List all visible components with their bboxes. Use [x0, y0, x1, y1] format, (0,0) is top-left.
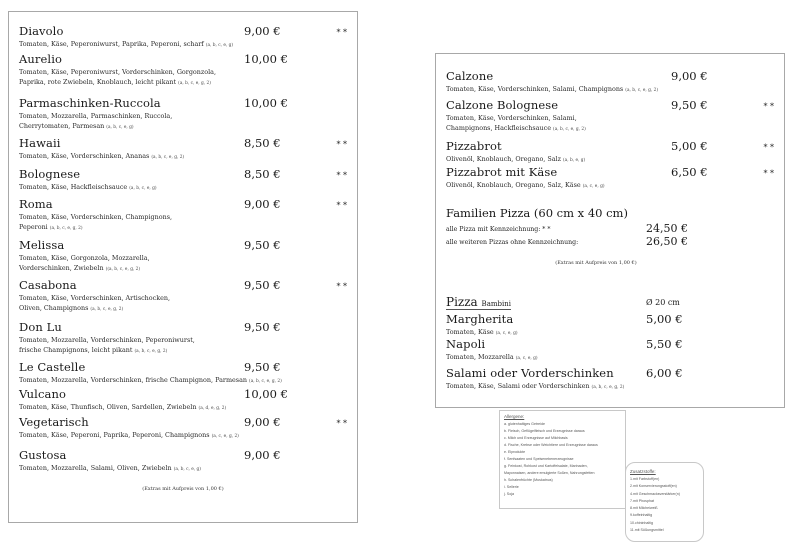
description-line: [19, 303, 329, 315]
ingredients-text: frische Champignons, leicht pikant: [19, 346, 133, 354]
ingredients-text: Tomaten, Käse, Vorderschinken, Salami, Champignons: [446, 85, 624, 93]
description-line: [19, 293, 329, 303]
description-line: [19, 121, 329, 133]
ingredients-text: Tomaten, Käse, Vorderschinken, Ananas: [19, 152, 150, 160]
menu-item-price: 9,00 €: [244, 24, 281, 38]
menu-item-price: 5,00 €: [671, 139, 708, 153]
description-line: [19, 222, 329, 234]
allergen-codes: (a, b, c, e, g, 2): [591, 385, 625, 390]
family-eligible-marker: * *: [763, 102, 774, 111]
menu-item-header: [19, 278, 347, 292]
menu-item-description: [19, 463, 329, 475]
menu-item-header: [19, 415, 347, 429]
menu-item-name: Gustosa: [19, 448, 67, 462]
menu-item-name: Pizzabrot: [446, 139, 502, 153]
menu-page-right: [435, 53, 785, 408]
menu-item-name: Melissa: [19, 238, 65, 252]
allergen-line: j. Soja: [504, 492, 514, 496]
description-line: [446, 381, 756, 393]
menu-item-name: Le Castelle: [19, 360, 86, 374]
menu-item: [446, 69, 774, 96]
description-line: [19, 212, 329, 222]
family-eligible-marker: * *: [336, 282, 347, 291]
menu-item-header: [19, 24, 347, 38]
menu-item-price: 10,00 €: [244, 52, 288, 66]
family-eligible-marker: * *: [763, 143, 774, 152]
allergen-codes: (a, b, e, g): [563, 158, 586, 163]
additive-line: 8.mit Milcheiweiß: [630, 506, 658, 511]
description-line: [446, 123, 756, 135]
menu-item-name: Aurelio: [19, 52, 62, 66]
description-line: [19, 263, 329, 275]
menu-item: [19, 320, 347, 357]
extras-note: (Extras mit Aufpreis von 1,00 €): [142, 486, 224, 492]
menu-item-price: 8,50 €: [244, 136, 281, 150]
description-line: [446, 352, 756, 364]
description-line: [19, 375, 329, 387]
ingredients-text: Tomaten, Käse, Salami oder Vorderschinken: [446, 382, 590, 390]
menu-item-price: 8,50 €: [244, 167, 281, 181]
menu-item-price: 5,00 €: [646, 312, 683, 326]
bambini-title-main: Pizza: [446, 295, 478, 309]
bambini-section-title: [446, 295, 511, 310]
menu-item-price: 9,00 €: [244, 197, 281, 211]
additive-line: 11.mit Süßungsmittel: [630, 528, 664, 533]
menu-item-header: [446, 165, 774, 179]
allergen-codes: (a, b, c, e, g, 2): [134, 349, 168, 354]
menu-item: [19, 167, 347, 194]
ingredients-text: Tomaten, Käse, Vorderschinken, Artischocken,: [19, 294, 171, 302]
ingredients-text: Champignons, Hackfleischsauce: [446, 124, 551, 132]
menu-item-price: 9,50 €: [671, 98, 708, 112]
ingredients-text: Olivenöl, Knoblauch, Oregano, Salz, Käse: [446, 181, 581, 189]
menu-item-price: 9,50 €: [244, 238, 281, 252]
ingredients-text: Vorderschinken, Zwiebeln: [19, 264, 104, 272]
family-pizza-option: alle weiteren Pizzas ohne Kennzeichnung:: [446, 239, 579, 246]
allergen-codes: (a, b, c, e, g): [173, 467, 201, 472]
allergen-line: i. Sellerie: [504, 485, 519, 489]
allergen-codes: (a, c, e, g): [495, 331, 518, 336]
menu-item-header: [19, 238, 347, 252]
menu-item: [19, 278, 347, 315]
menu-item-header: [19, 448, 347, 462]
ingredients-text: Tomaten, Käse, Thunfisch, Oliven, Sardellen, Zwiebeln: [19, 403, 197, 411]
description-line: [19, 39, 329, 51]
additive-line: 9.koffeinhaltig: [630, 513, 653, 518]
menu-item-header: [19, 320, 347, 334]
allergen-legend: [499, 410, 626, 509]
menu-item-header: [19, 96, 347, 110]
ingredients-text: Tomaten, Mozzarella, Salami, Oliven, Zwiebeln: [19, 464, 172, 472]
menu-item-name: Diavolo: [19, 24, 64, 38]
menu-item: [446, 366, 774, 393]
family-pizza-price: 26,50 €: [646, 235, 688, 248]
allergen-line: b. Fleisch, Geflügelfleisch und Erzeugnisse daraus: [504, 429, 585, 433]
menu-item-description: [19, 402, 329, 414]
menu-item-price: 9,00 €: [671, 69, 708, 83]
menu-item-description: [19, 182, 329, 194]
description-line: [19, 77, 329, 89]
menu-item: [19, 197, 347, 234]
menu-item-name: Margherita: [446, 312, 514, 326]
allergen-line: d. Fische, Krebse oder Weichtiere und Erzeugnisse daraus: [504, 443, 598, 447]
menu-item-price: 9,50 €: [244, 360, 281, 374]
additive-legend: [625, 462, 704, 542]
menu-item-header: [19, 197, 347, 211]
menu-item: [446, 337, 774, 364]
menu-item-price: 6,50 €: [671, 165, 708, 179]
menu-item: [446, 98, 774, 135]
family-pizza-title: Familien Pizza (60 cm x 40 cm): [446, 206, 628, 220]
description-line: [19, 402, 329, 414]
menu-item-price: 9,00 €: [244, 448, 281, 462]
menu-item-description: [19, 67, 329, 89]
allergen-codes: (a, b, c, e, g, 2): [178, 81, 211, 86]
additive-line: 1.mit Farbstoff(en): [630, 477, 660, 481]
allergen-codes: (a, b, c, e, g, 2): [249, 379, 282, 384]
menu-item-name: Salami oder Vorderschinken: [446, 366, 614, 380]
menu-item-price: 9,50 €: [244, 278, 281, 292]
menu-item: [19, 387, 347, 414]
allergen-codes: (a, b, c, e, g, 2): [90, 307, 124, 312]
description-line: [19, 335, 329, 345]
description-line: [446, 180, 756, 192]
menu-item-description: [19, 430, 329, 442]
menu-item-price: 5,50 €: [646, 337, 683, 351]
allergen-codes: (a, b, c, e, g, 2): [49, 226, 83, 231]
menu-item-header: [446, 139, 774, 153]
menu-item-description: [19, 111, 329, 133]
description-line: [19, 345, 329, 357]
additive-line: 10.chininhaltig: [630, 520, 653, 525]
description-line: [19, 151, 329, 163]
ingredients-text: Tomaten, Mozzarella, Parmaschinken, Ruccola,: [19, 112, 173, 120]
allergen-line: g. Feinkost, Rohkost und Kartoffelsalate, Marinaden,: [504, 464, 588, 468]
description-line: [19, 111, 329, 121]
allergen-codes: (a, b, c, e, g, 2): [151, 155, 185, 160]
menu-item-description: [19, 253, 329, 275]
allergen-line: c. Milch und Erzeugnisse auf Milchbasis: [504, 436, 568, 440]
allergen-line: Mayonnaisen, andere emulgierte Soßen, Nahrungsfetten: [504, 471, 595, 475]
ingredients-text: Tomaten, Mozzarella, Vorderschinken, Peperoniwurst,: [19, 336, 195, 344]
menu-item-description: [446, 381, 756, 393]
ingredients-text: Tomaten, Käse, Hackfleischsauce: [19, 183, 128, 191]
menu-item: [446, 165, 774, 192]
ingredients-text: Paprika, rote Zwiebeln, Knoblauch, leicht pikant: [19, 78, 177, 86]
menu-item-description: [19, 335, 329, 357]
menu-item: [19, 52, 347, 89]
family-eligible-marker: * *: [336, 419, 347, 428]
ingredients-text: Tomaten, Käse, Vorderschinken, Champignons,: [19, 213, 173, 221]
ingredients-text: Tomaten, Käse: [446, 328, 494, 336]
family-pizza-price: 24,50 €: [646, 222, 688, 235]
allergen-codes: (a, c, e, g): [582, 184, 605, 189]
menu-item-description: [446, 180, 756, 192]
ingredients-text: Oliven, Champignons: [19, 304, 89, 312]
menu-item-description: [446, 352, 756, 364]
menu-item-name: Bolognese: [19, 167, 81, 181]
menu-item-header: [19, 167, 347, 181]
menu-item-description: [19, 375, 329, 387]
family-eligible-marker: * *: [336, 140, 347, 149]
ingredients-text: Tomaten, Käse, Peperoniwurst, Paprika, Peperoni, scharf: [19, 40, 204, 48]
menu-item-name: Casabona: [19, 278, 77, 292]
menu-item: [446, 312, 774, 339]
description-line: [19, 430, 329, 442]
allergen-line: f. Senfsaaten und Speisenebenerzeugnisse: [504, 457, 574, 461]
allergen-codes: (a, b, c, e, g): [129, 186, 157, 191]
menu-item-description: [19, 212, 329, 234]
allergen-codes: ((a, b, c, e, g, 2): [105, 267, 141, 272]
menu-item-description: [19, 39, 329, 51]
family-eligible-marker: * *: [336, 201, 347, 210]
family-eligible-marker: * *: [763, 169, 774, 178]
menu-item-header: [446, 366, 774, 380]
menu-item-price: 6,00 €: [646, 366, 683, 380]
bambini-diameter: Ø 20 cm: [646, 298, 680, 307]
ingredients-text: Tomaten, Käse, Peperoniwurst, Vorderschinken, Gorgonzola,: [19, 68, 216, 76]
allergen-line: e. Eiprodukte: [504, 450, 526, 454]
family-eligible-marker: * *: [336, 171, 347, 180]
allergen-codes: (a, b, c, e, g, 2): [625, 88, 659, 93]
menu-item-description: [446, 84, 756, 96]
menu-item: [19, 96, 347, 133]
menu-item-name: Calzone: [446, 69, 494, 83]
menu-item-header: [19, 387, 347, 401]
allergen-codes: (a, b, c, e, g, 2): [553, 127, 586, 132]
menu-item-name: Vegetarisch: [19, 415, 89, 429]
description-line: [19, 463, 329, 475]
extras-note: (Extras mit Aufpreis von 1,00 €): [555, 260, 637, 266]
menu-item-header: [19, 136, 347, 150]
menu-item-header: [446, 98, 774, 112]
menu-item-price: 9,00 €: [244, 415, 281, 429]
description-line: [19, 67, 329, 77]
description-line: [19, 253, 329, 263]
menu-item-name: Calzone Bolognese: [446, 98, 559, 112]
family-eligible-marker: * *: [336, 28, 347, 37]
menu-item-description: [19, 151, 329, 163]
description-line: [446, 84, 756, 96]
ingredients-text: Tomaten, Käse, Gorgonzola, Mozzarella,: [19, 254, 150, 262]
ingredients-text: Tomaten, Käse, Vorderschinken, Salami,: [446, 114, 577, 122]
menu-item: [19, 448, 347, 475]
menu-item-name: Pizzabrot mit Käse: [446, 165, 558, 179]
menu-item: [19, 238, 347, 275]
menu-item: [19, 24, 347, 51]
menu-item: [19, 415, 347, 442]
bambini-title-sub: Bambini: [481, 300, 511, 308]
menu-item-header: [446, 337, 774, 351]
menu-page-left: [8, 11, 358, 523]
menu-item-name: Napoli: [446, 337, 486, 351]
ingredients-text: Tomaten, Mozzarella: [446, 353, 514, 361]
additive-line: 4.mit Geschmacksverstärker(n): [630, 491, 680, 496]
additive-line: 7.mit Phosphat: [630, 498, 654, 503]
menu-item-name: Roma: [19, 197, 53, 211]
allergen-codes: (a, c, e, g, 2): [211, 434, 239, 439]
menu-item-name: Hawaii: [19, 136, 61, 150]
ingredients-text: Tomaten, Käse, Peperoni, Paprika, Peperoni, Champignons: [19, 431, 210, 439]
allergen-legend-title: Allergene:: [504, 414, 525, 419]
description-line: [19, 182, 329, 194]
menu-item-description: [446, 113, 756, 135]
family-pizza-option: alle Pizza mit Kennzeichnung: * *: [446, 226, 551, 233]
menu-item: [19, 136, 347, 163]
menu-item-name: Parmaschinken-Ruccola: [19, 96, 161, 110]
allergen-codes: (a, b, c, e, g): [205, 43, 234, 48]
allergen-line: a. glutenhaltiges Getreide: [504, 422, 545, 426]
menu-item-description: [19, 293, 329, 315]
menu-item-header: [19, 52, 347, 66]
menu-item-header: [19, 360, 347, 374]
allergen-codes: (a, c, e, g): [515, 356, 538, 361]
menu-item-price: 9,50 €: [244, 320, 281, 334]
ingredients-text: Tomaten, Mozzarella, Vorderschinken, frische Champignon, Parmesan: [19, 376, 247, 384]
description-line: [446, 113, 756, 123]
allergen-codes: (a, b, c, e, g): [106, 125, 134, 130]
additive-legend-title: Zusatzstoffe:: [630, 469, 656, 474]
additive-line: 2.mit Konservierungsstoff(en): [630, 484, 677, 489]
menu-item-price: 10,00 €: [244, 387, 288, 401]
allergen-codes: (a, d, e, g, 2): [198, 406, 227, 411]
ingredients-text: Cherrytomaten, Parmesan: [19, 122, 105, 130]
ingredients-text: Peperoni: [19, 223, 48, 231]
menu-item-header: [446, 69, 774, 83]
menu-item: [19, 360, 347, 387]
menu-item-name: Vulcano: [19, 387, 66, 401]
allergen-line: h. Schalenfrüchte (Muskatnus): [504, 478, 553, 482]
ingredients-text: Olivenöl, Knoblauch, Oregano, Salz: [446, 155, 561, 163]
menu-item: [446, 139, 774, 166]
menu-item-name: Don Lu: [19, 320, 62, 334]
menu-item-header: [446, 312, 774, 326]
menu-item-price: 10,00 €: [244, 96, 288, 110]
